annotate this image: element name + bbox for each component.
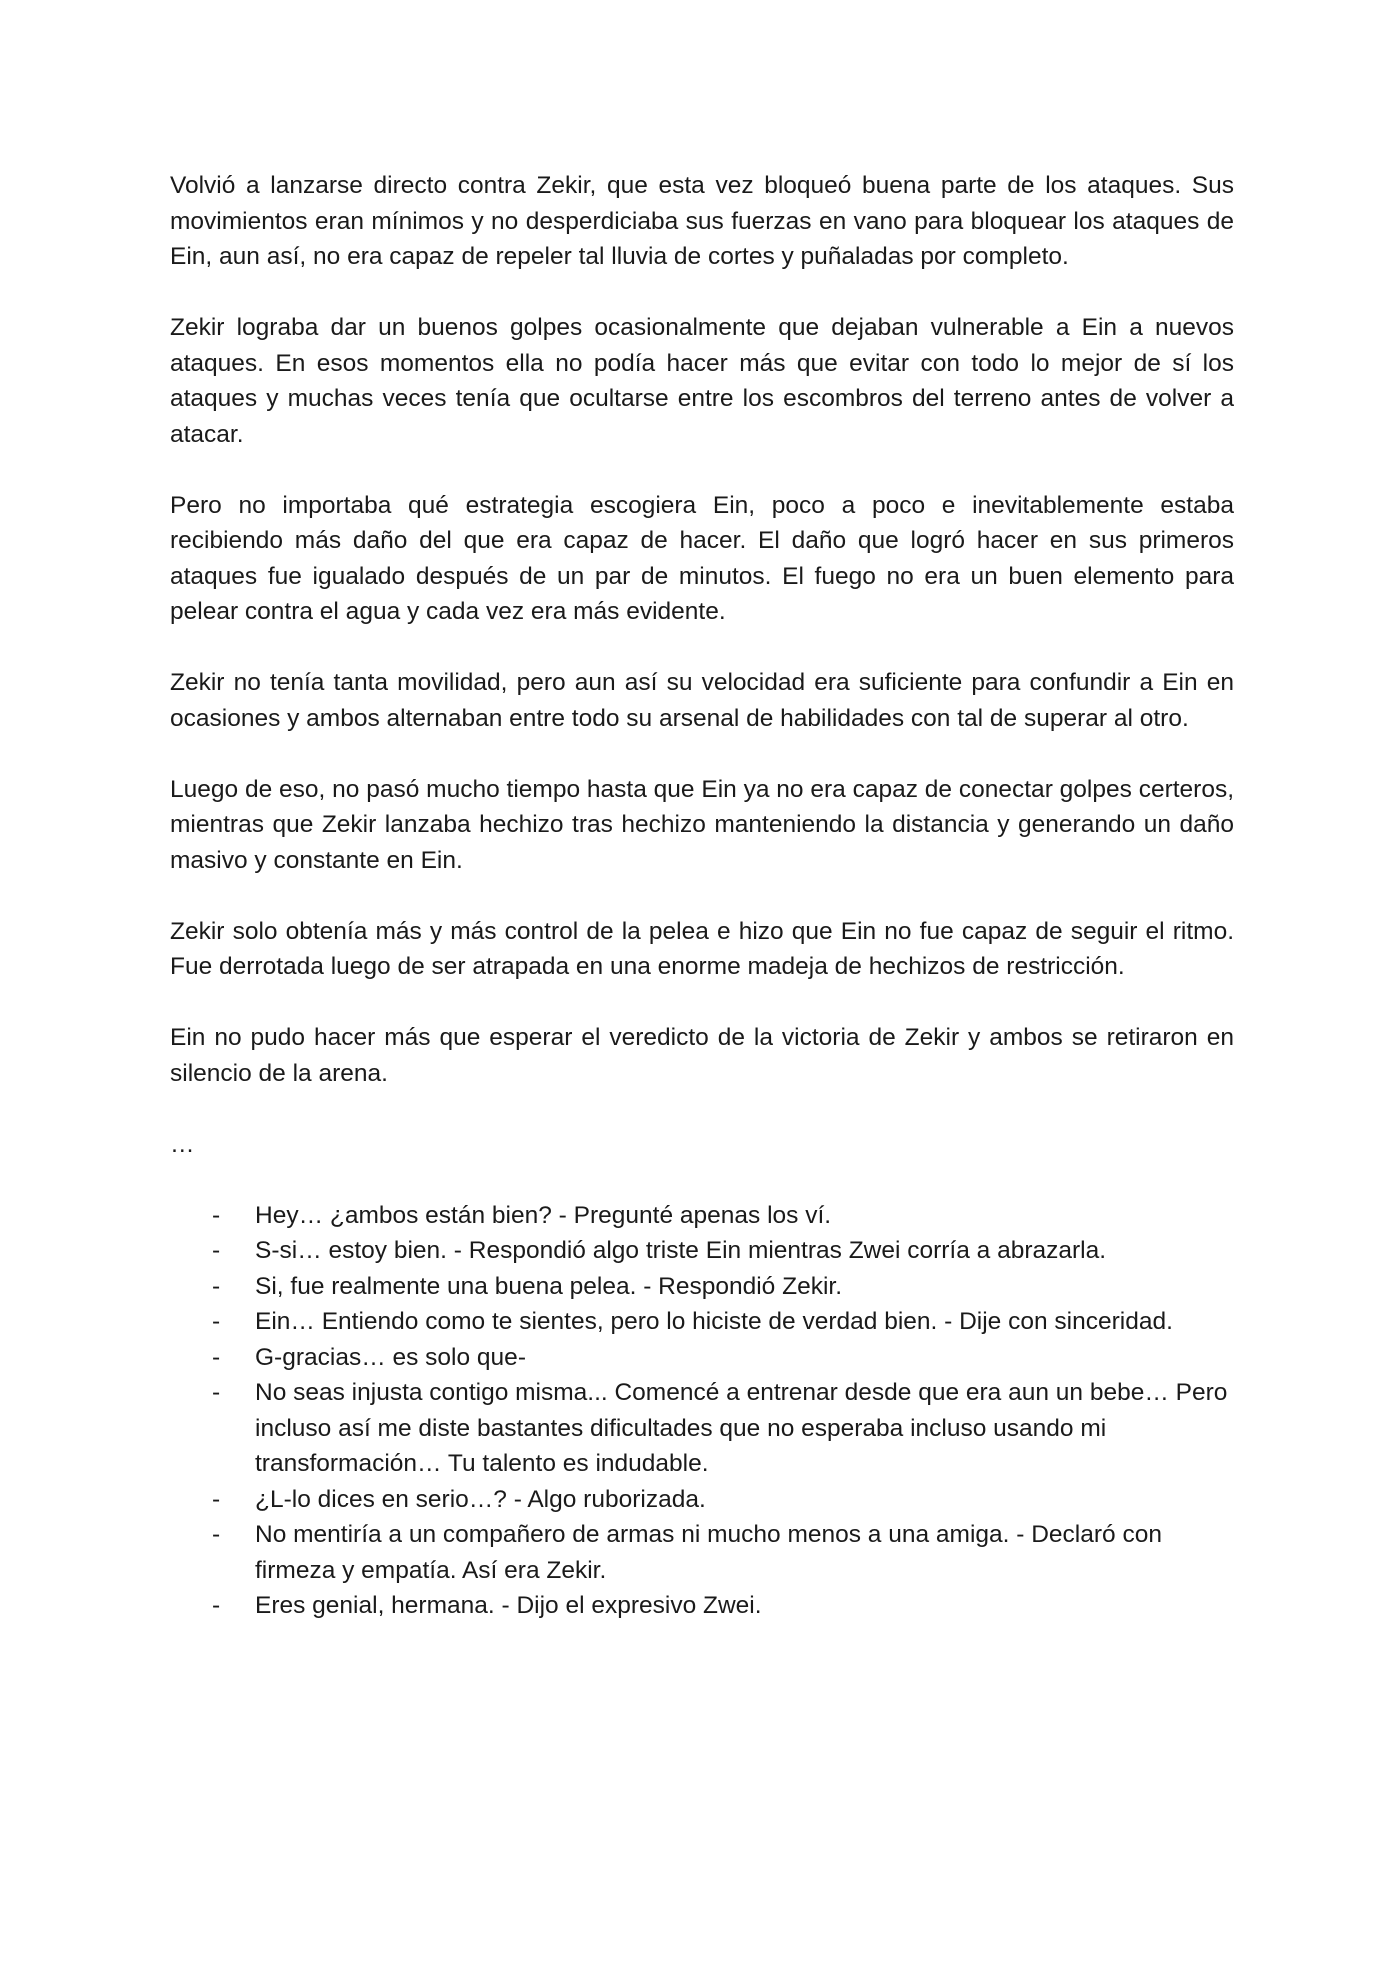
dialogue-dash: - (212, 1308, 221, 1335)
dialogue-dash: - (212, 1379, 221, 1406)
dialogue-dash: - (212, 1343, 221, 1371)
paragraph: Zekir solo obtenía más y más control de la pelea e hizo que Ein no fue capaz de seguir el ritmo. Fue derrotada luego de ser atrapada en una enorme madeja de hechizos de restricción. (170, 917, 1234, 980)
dialogue-line (170, 1340, 1234, 1376)
paragraph: Luego de eso, no pasó mucho tiempo hasta que Ein ya no era capaz de conectar golpes certeros, mientras que Zekir lanzaba hechizo tras hechizo manteniendo la distancia y generando un daño masivo y constante en Ein. (170, 775, 1234, 874)
dialogue-dash: - (212, 1201, 221, 1229)
paragraph: Zekir lograba dar un buenos golpes ocasionalmente que dejaban vulnerable a Ein a nuevos ataques. En esos momentos ella no podía hacer más que evitar con todo lo mejor de sí los ataques y muchas veces tenía que ocultarse entre los escombros del terreno antes de volver a atacar. (170, 314, 1234, 448)
dialogue-line (170, 1375, 1234, 1482)
dialogue-text: ¿L-lo dices en serio…? - Algo ruborizada. (255, 1485, 706, 1513)
dialogue-text: G-gracias… es solo que- (255, 1343, 526, 1371)
dialogue-line (170, 1269, 1234, 1305)
paragraph: Volvió a lanzarse directo contra Zekir, que esta vez bloqueó buena parte de los ataques. Sus movimientos eran mínimos y no desperdiciaba sus fuerzas en vano para bloquear los ataques de Ein, aun así, no era capaz de repeler tal lluvia de cortes y puñaladas por completo. (170, 172, 1234, 270)
dialogue-dash: - (212, 1237, 221, 1264)
dialogue-dash: - (212, 1272, 221, 1300)
scene-separator: … (170, 1130, 195, 1158)
paragraph: Pero no importaba qué estrategia escogiera Ein, poco a poco e inevitablemente estaba recibiendo más daño del que era capaz de hacer. El daño que logró hacer en sus primeros ataques fue igualado después de un par de minutos. El fuego no era un buen elemento para pelear contra el agua y cada vez era más evidente. (170, 491, 1234, 625)
dialogue-text: S-si… estoy bien. - Respondió algo triste Ein mientras Zwei corría a abrazarla. (255, 1237, 1107, 1264)
dialogue-text: No seas injusta contigo misma... Comencé a entrenar desde que era aun un bebe… Pero incluso así me diste bastantes dificultades que no esperaba incluso usando mi transformación… Tu talento es indudable. (255, 1379, 1228, 1477)
dialogue-dash: - (212, 1485, 221, 1513)
dialogue-text: Si, fue realmente una buena pelea. - Respondió Zekir. (255, 1272, 843, 1300)
dialogue-text: Hey… ¿ambos están bien? - Pregunté apenas los ví. (255, 1201, 832, 1229)
dialogue-text: Ein… Entiendo como te sientes, pero lo hiciste de verdad bien. - Dije con sinceridad. (255, 1308, 1173, 1335)
dialogue-dash: - (212, 1521, 221, 1548)
dialogue-line (170, 1233, 1234, 1269)
dialogue-text: No mentiría a un compañero de armas ni mucho menos a una amiga. - Declaró con firmeza y empatía. Así era Zekir. (255, 1521, 1162, 1584)
paragraph: Ein no pudo hacer más que esperar el veredicto de la victoria de Zekir y ambos se retiraron en silencio de la arena. (170, 1024, 1234, 1087)
dialogue-line (170, 1588, 1234, 1624)
dialogue-list (170, 1198, 1234, 1624)
page-content (170, 168, 1234, 1624)
paragraph: Zekir no tenía tanta movilidad, pero aun así su velocidad era suficiente para confundir a Ein en ocasiones y ambos alternaban entre todo su arsenal de habilidades con tal de superar al otro. (170, 669, 1234, 732)
dialogue-text: Eres genial, hermana. - Dijo el expresivo Zwei. (255, 1592, 762, 1619)
dialogue-line (170, 1517, 1234, 1588)
dialogue-line (170, 1482, 1234, 1518)
dialogue-line (170, 1198, 1234, 1234)
dialogue-line (170, 1304, 1234, 1340)
dialogue-dash: - (212, 1592, 221, 1619)
